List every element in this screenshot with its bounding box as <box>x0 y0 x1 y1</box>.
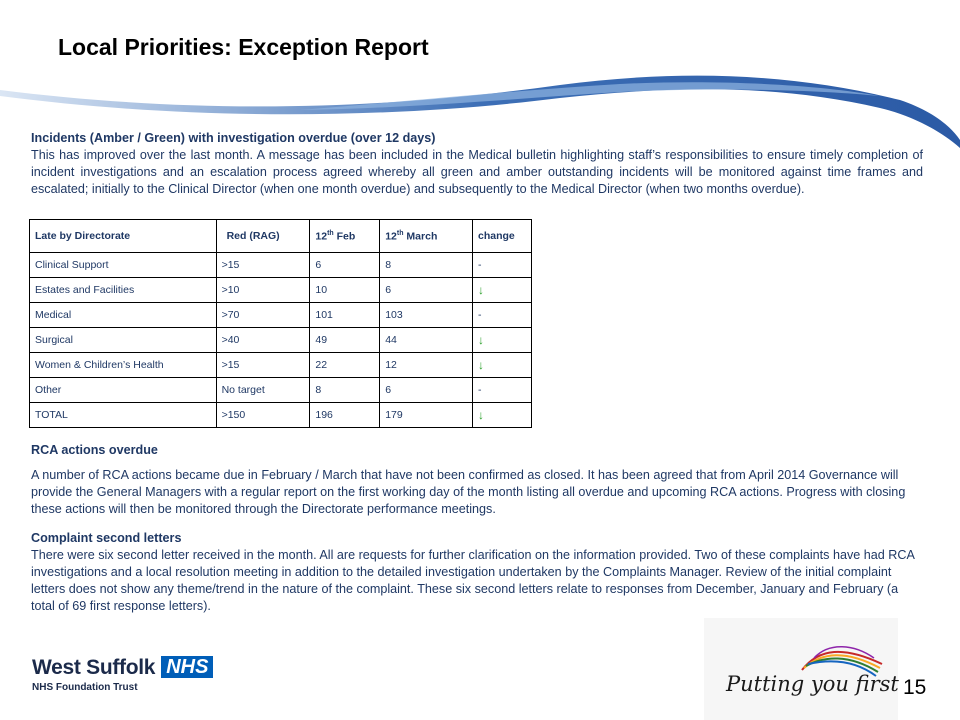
west-suffolk-logo <box>32 656 213 693</box>
page-title: Local Priorities: Exception Report <box>58 34 429 60</box>
cell-directorate: Other <box>30 378 217 403</box>
directorate-table <box>29 219 532 428</box>
logo-name: West Suffolk <box>32 656 156 679</box>
down-arrow-icon: ↓ <box>473 403 532 428</box>
cell-march: 179 <box>380 403 473 428</box>
cell-directorate: TOTAL <box>30 403 217 428</box>
table-row <box>30 378 532 403</box>
cell-rag: >15 <box>216 353 310 378</box>
page-number: 15 <box>903 676 927 699</box>
cell-march: 44 <box>380 328 473 353</box>
cell-directorate: Surgical <box>30 328 217 353</box>
cell-march: 12 <box>380 353 473 378</box>
cell-feb: 10 <box>310 278 380 303</box>
incidents-section <box>31 130 923 198</box>
table-row <box>30 303 532 328</box>
complaints-heading: Complaint second letters <box>31 531 182 545</box>
table-row <box>30 403 532 428</box>
cell-rag: No target <box>216 378 310 403</box>
cell-rag: >10 <box>216 278 310 303</box>
header-directorate: Late by Directorate <box>30 220 217 253</box>
cell-feb: 196 <box>310 403 380 428</box>
incidents-body: This has improved over the last month. A message has been included in the Medical bulletin highlighting staff’s responsibilities to ensure timely completion of incident investigations and an escalation process agreed whereby all green and amber outstanding incidents will be monitored against time frames and escalated; initially to the Clinical Director (when one month overdue) and subsequently to the Medical Director (when two months overdue). <box>31 148 923 196</box>
cell-march: 6 <box>380 378 473 403</box>
incidents-heading: Incidents (Amber / Green) with investigation overdue (over 12 days) <box>31 131 436 145</box>
cell-directorate: Clinical Support <box>30 253 217 278</box>
logo-trust: NHS Foundation Trust <box>32 682 138 693</box>
cell-feb: 101 <box>310 303 380 328</box>
cell-directorate: Medical <box>30 303 217 328</box>
cell-march: 6 <box>380 278 473 303</box>
cell-rag: >40 <box>216 328 310 353</box>
down-arrow-icon: ↓ <box>473 278 532 303</box>
table-header-row <box>30 220 532 253</box>
header-feb: 12th Feb <box>310 220 380 253</box>
rca-heading: RCA actions overdue <box>31 443 158 457</box>
table-row <box>30 253 532 278</box>
cell-directorate: Women & Children’s Health <box>30 353 217 378</box>
cell-march: 103 <box>380 303 473 328</box>
cell-change: - <box>473 378 532 403</box>
cell-feb: 6 <box>310 253 380 278</box>
cell-march: 8 <box>380 253 473 278</box>
ribbon-icon <box>704 618 898 720</box>
down-arrow-icon: ↓ <box>473 328 532 353</box>
header-march: 12th March <box>380 220 473 253</box>
cell-feb: 8 <box>310 378 380 403</box>
cell-rag: >150 <box>216 403 310 428</box>
cell-change: - <box>473 303 532 328</box>
slogan-text: Putting you first <box>726 672 899 696</box>
table-row <box>30 328 532 353</box>
header-rag: Red (RAG) <box>216 220 310 253</box>
cell-feb: 22 <box>310 353 380 378</box>
rca-section <box>31 442 923 518</box>
table-row <box>30 278 532 303</box>
slogan-panel <box>704 618 898 720</box>
cell-directorate: Estates and Facilities <box>30 278 217 303</box>
down-arrow-icon: ↓ <box>473 353 532 378</box>
complaints-section <box>31 530 923 615</box>
header-change: change <box>473 220 532 253</box>
cell-rag: >70 <box>216 303 310 328</box>
rca-body: A number of RCA actions became due in February / March that have not been confirmed as closed. It has been agreed that from April 2014 Governance will provide the General Managers with a regular report on the first working day of the month listing all overdue and upcoming RCA actions. Progress with closing these actions will then be monitored through the Directorate performance meetings. <box>31 468 906 516</box>
table-row <box>30 353 532 378</box>
cell-change: - <box>473 253 532 278</box>
complaints-body: There were six second letter received in the month. All are requests for further clarification on the information provided. Two of these complaints have had RCA investigations and a local resolution meeting in addition to the detailed investigation undertaken by the Complaints Manager. Review of the initial complaint letters does not show any theme/trend in the nature of the complaint. These six second letters relate to responses from December, January and February (a total of 69 first response letters). <box>31 548 915 613</box>
cell-rag: >15 <box>216 253 310 278</box>
cell-feb: 49 <box>310 328 380 353</box>
nhs-logo-icon: NHS <box>161 656 213 678</box>
